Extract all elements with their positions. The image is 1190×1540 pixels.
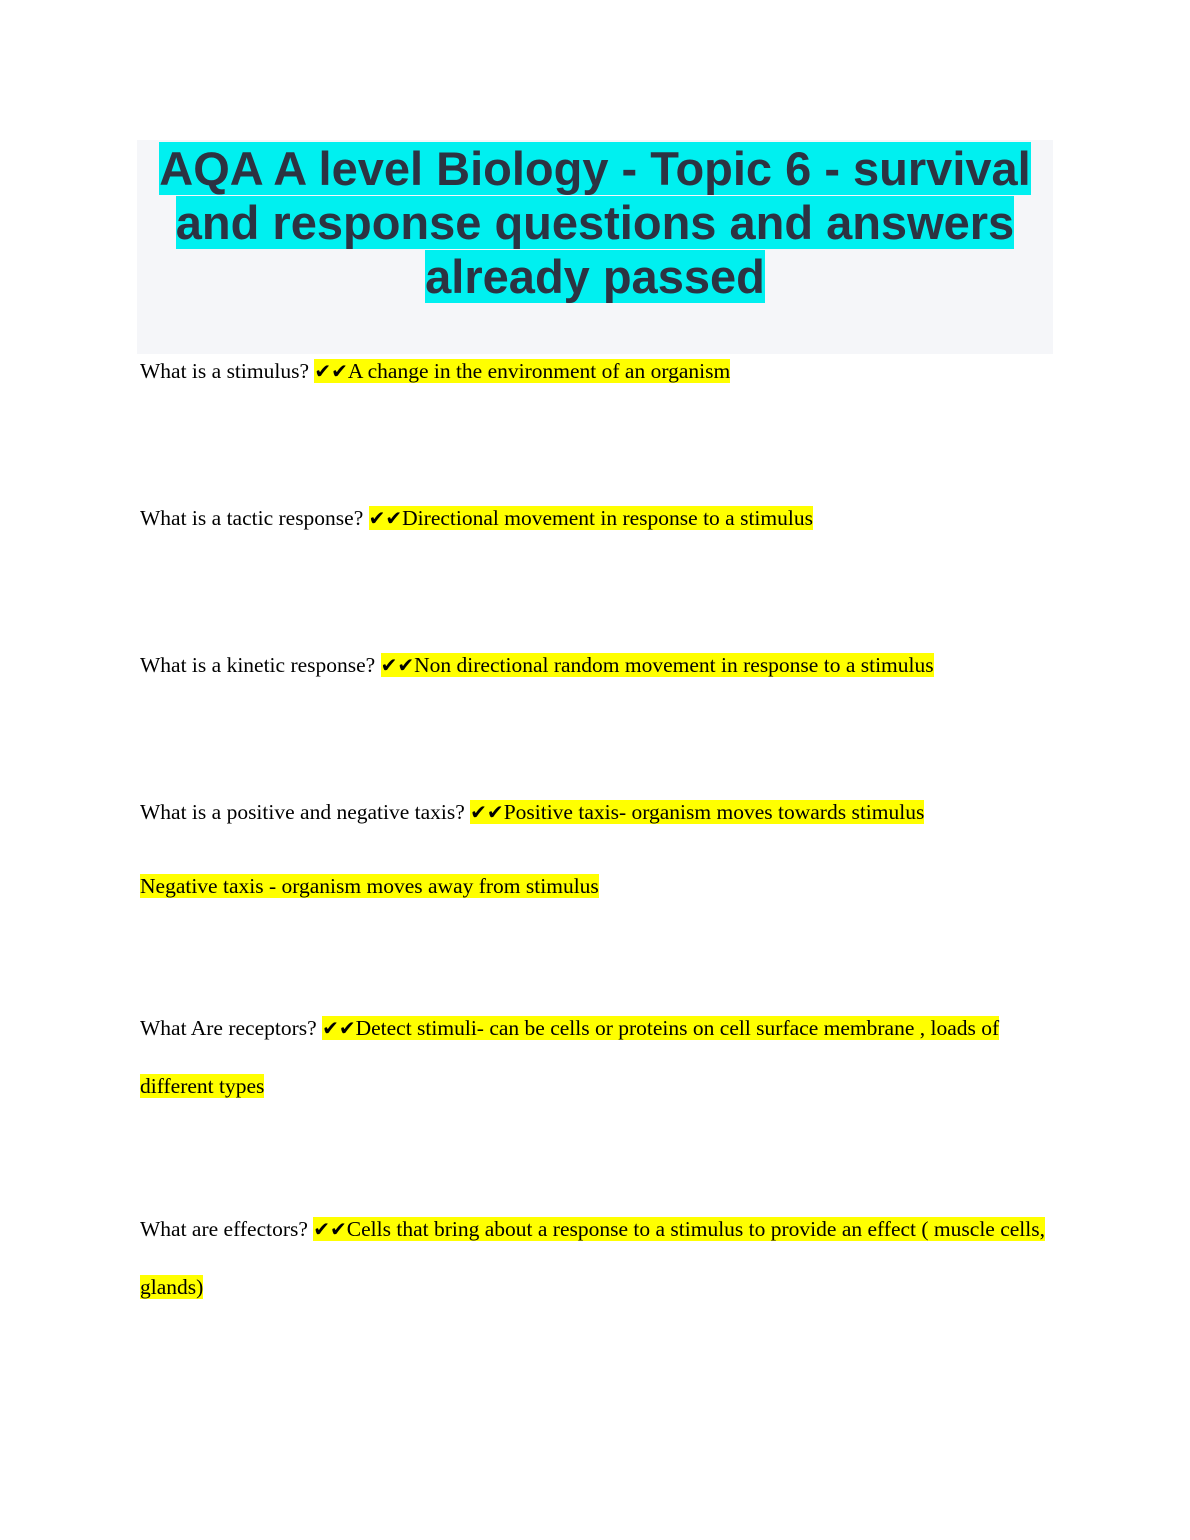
question-text: What is a tactic response? [140, 506, 369, 530]
answer-highlight [470, 800, 924, 824]
answer-text-continuation: Negative taxis - organism moves away from stimulus [140, 874, 599, 898]
check-icon: ✔✔ [368, 506, 403, 530]
answer-highlight [381, 653, 934, 677]
qa-item-effectors [140, 1200, 1055, 1316]
answer-text: A change in the environment of an organism [347, 359, 731, 383]
question-text: What is a kinetic response? [140, 653, 381, 677]
check-icon: ✔✔ [322, 1016, 356, 1040]
document-title [137, 140, 1053, 304]
qa-item-receptors [140, 999, 1055, 1115]
answer-text: Non directional random movement in response to a stimulus [414, 653, 934, 677]
qa-item-taxis-continuation [140, 857, 1055, 915]
question-text: What is a positive and negative taxis? [140, 800, 471, 824]
check-icon: ✔✔ [470, 800, 504, 824]
check-icon: ✔✔ [314, 359, 348, 383]
qa-item-kinetic-response [140, 636, 1055, 694]
qa-item-stimulus [140, 342, 1055, 400]
title-panel [137, 140, 1053, 354]
answer-text: Cells that bring about a response to a stimulus to provide an effect ( muscle cells, glands) [140, 1217, 1045, 1299]
question-text: What Are receptors? [140, 1016, 323, 1040]
answer-highlight [369, 506, 813, 530]
check-icon: ✔✔ [313, 1217, 347, 1241]
qa-item-taxis [140, 783, 1055, 841]
answer-text: Positive taxis- organism moves towards stimulus [503, 800, 925, 824]
document-title-text: AQA A level Biology - Topic 6 - survival and response questions and answers already passed [159, 142, 1031, 303]
check-icon: ✔✔ [380, 653, 415, 677]
answer-text: Directional movement in response to a stimulus [402, 506, 813, 530]
answer-text: Detect stimuli- can be cells or proteins on cell surface membrane , loads of different types [140, 1016, 1000, 1098]
question-text: What are effectors? [140, 1217, 314, 1241]
qa-item-tactic-response [140, 489, 1055, 547]
answer-highlight [314, 359, 730, 383]
question-text: What is a stimulus? [140, 359, 315, 383]
